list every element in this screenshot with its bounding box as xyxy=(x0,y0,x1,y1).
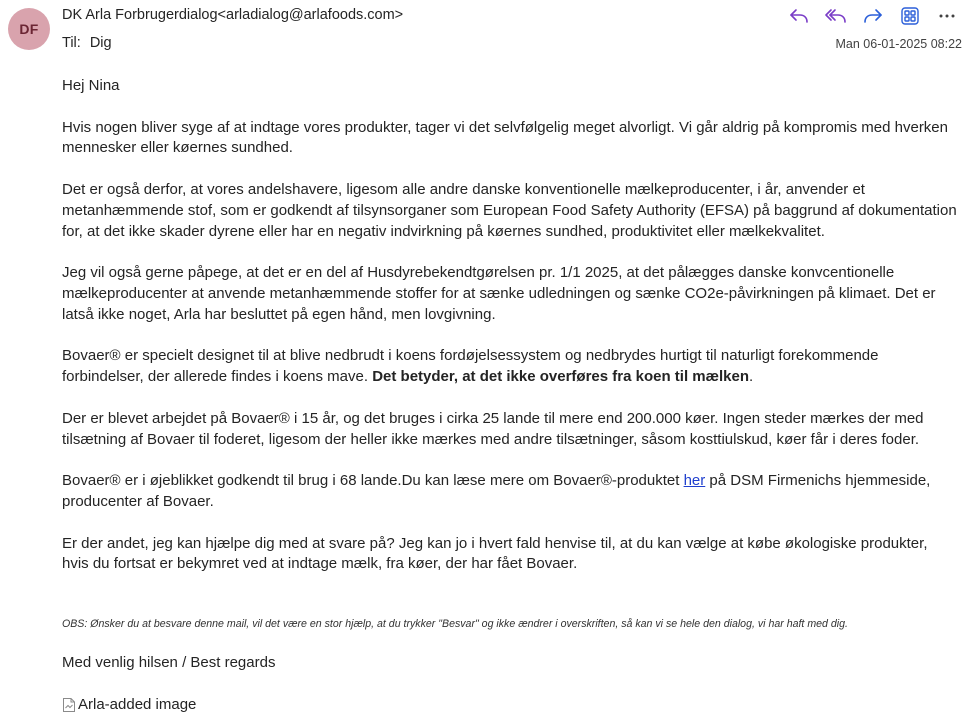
signoff: Med venlig hilsen / Best regards xyxy=(62,654,276,672)
paragraph-2: Det er også derfor, at vores andelshavere, ligesom alle andre danske konventionelle mælkeproducenter, i år, anvender et metanhæmmende stof, som er godkendt af tilsynsorganer som European Food Safety Authority (EFSA) på baggrund af dokumentation for, at det ikke skader dyrene eller har en negativ indvirkning på køernes sundhed, produktivitet eller mælkekvalitet. xyxy=(62,180,957,240)
recipient-name[interactable]: Dig xyxy=(89,35,112,51)
recipient-line xyxy=(62,35,112,51)
message-actions xyxy=(784,4,962,28)
reply-all-button[interactable] xyxy=(821,4,851,28)
reply-all-icon xyxy=(825,7,847,25)
paragraph-3: Jeg vil også gerne påpege, at det er en del af Husdyrebekendtgørelsen pr. 1/1 2025, at det pålægges danske konvcentionelle mælkeproducenter at anvende metanhæmmende stoffer for at sænke udledningen og sænke CO2e-påvirkningen på klimaet. Det er latså ikke noget, Arla har besluttet på egen hånd, men lovgivning. xyxy=(62,264,936,323)
image-placeholder[interactable] xyxy=(62,695,957,716)
paragraph-6-after: på DSM Firmenichs hjemmeside, producenter af Bovaer. xyxy=(62,472,931,510)
broken-image-icon xyxy=(62,697,76,713)
message-body xyxy=(62,76,957,716)
forward-icon xyxy=(863,7,883,25)
received-date: Man 06-01-2025 08:22 xyxy=(835,37,962,51)
forward-button[interactable] xyxy=(858,4,888,28)
sender-address[interactable]: DK Arla Forbrugerdialog<arladialog@arlafoods.com> xyxy=(62,7,404,23)
apps-button[interactable] xyxy=(895,4,925,28)
paragraph-4 xyxy=(62,346,957,388)
reply-icon xyxy=(789,7,809,25)
image-alt-text: Arla-added image xyxy=(78,695,197,713)
paragraph-6 xyxy=(62,471,957,513)
sender-avatar[interactable]: DF xyxy=(8,8,50,50)
to-label: Til: xyxy=(62,35,81,51)
paragraph-7: Er der andet, jeg kan hjælpe dig med at svare på? Jeg kan jo i hvert fald henvise til, at du kan vælge at købe økologiske produkter, hvis du fortsat er bekymret ved at indtage mælk, fra køer, der har fået Bovaer. xyxy=(62,534,928,573)
paragraph-5: Der er blevet arbejdet på Bovaer® i 15 år, og det bruges i cirka 25 lande til mere end 200.000 køer. Ingen steder mærkes der med tilsætning af Bovaer til foderet, ligesom der heller ikke mærkes med andre tilsætninger, såsom kosttiulskud, køer får i deres foder. xyxy=(62,409,924,448)
reply-button[interactable] xyxy=(784,4,814,28)
paragraph-1: Hvis nogen bliver syge af at indtage vores produkter, tager vi det selvfølgelig meget alvorligt. Vi går aldrig på kompromis med hverken mennesker eller køernes sundhed. xyxy=(62,118,948,157)
apps-icon xyxy=(900,6,920,26)
more-icon xyxy=(938,13,956,19)
paragraph-4-text: Bovaer® er specielt designet til at blive nedbrudt i koens fordøjelsessystem og nedbrydes hurtigt til naturligt forekommende forbindelser, der allerede findes i koens mave. xyxy=(62,347,879,386)
greeting: Hej Nina xyxy=(62,77,120,94)
paragraph-6-before: Bovaer® er i øjeblikket godkendt til brug i 68 lande.Du kan læse mere om Bovaer®-produktet xyxy=(62,472,684,490)
more-options-button[interactable] xyxy=(932,4,962,28)
obs-note: OBS: Ønsker du at besvare denne mail, vil det være en stor hjælp, at du trykker "Besvar" og ikke ændrer i overskriften, så kan vi se hele den dialog, vi har haft med dig. xyxy=(62,618,848,631)
paragraph-4-end: . xyxy=(749,368,754,386)
dsm-link[interactable]: her xyxy=(683,472,706,490)
paragraph-4-bold: Det betyder, at det ikke overføres fra koen til mælken xyxy=(372,368,749,386)
